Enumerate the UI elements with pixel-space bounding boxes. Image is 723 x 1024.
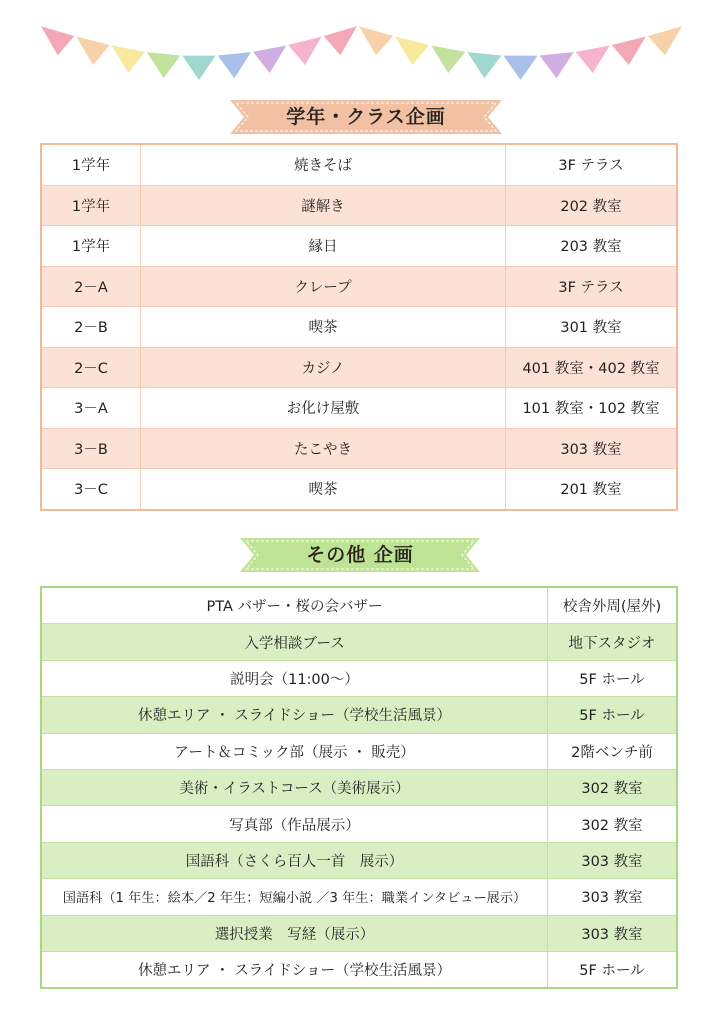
event-cell: たこやき [141, 428, 506, 469]
place-cell: 校舎外周(屋外) [548, 587, 678, 624]
event-cell: 休憩エリア ・ スライドショー（学校生活風景） [41, 951, 548, 988]
event-cell: 入学相談ブース [41, 624, 548, 660]
place-cell: 302 教室 [548, 769, 678, 805]
other-events-table [40, 586, 678, 989]
bunting-flag [359, 26, 393, 55]
bunting-flag [324, 26, 357, 55]
grade-cell: 3－C [41, 469, 141, 510]
table-row [41, 951, 677, 988]
table-row [41, 915, 677, 951]
table-row [41, 347, 677, 388]
table-row [41, 842, 677, 878]
place-cell: 401 教室・402 教室 [506, 347, 678, 388]
event-cell: PTA バザー・桜の会バザー [41, 587, 548, 624]
place-cell: 303 教室 [506, 428, 678, 469]
event-cell: 休憩エリア ・ スライドショー（学校生活風景） [41, 697, 548, 733]
table-row [41, 388, 677, 429]
class-events-table [40, 143, 678, 511]
event-cell: 喫茶 [141, 307, 506, 348]
section2-title: その他 企画 [306, 544, 414, 566]
event-cell: 国語科（1 年生：絵本／2 年生：短編小説 ／3 年生：職業インタビュー展示） [41, 879, 548, 915]
table-row [41, 733, 677, 769]
event-cell: カジノ [141, 347, 506, 388]
table-row [41, 469, 677, 510]
event-cell: 美術・イラストコース（美術展示） [41, 769, 548, 805]
grade-cell: 2－A [41, 266, 141, 307]
place-cell: 202 教室 [506, 185, 678, 226]
grade-cell: 3－B [41, 428, 141, 469]
event-cell: 謎解き [141, 185, 506, 226]
table-row [41, 624, 677, 660]
bunting-flag [147, 52, 180, 78]
table-row [41, 266, 677, 307]
place-cell: 3F テラス [506, 144, 678, 185]
grade-cell: 3－A [41, 388, 141, 429]
grade-cell: 1学年 [41, 226, 141, 267]
grade-cell: 1学年 [41, 185, 141, 226]
place-cell: 203 教室 [506, 226, 678, 267]
place-cell: 2階ベンチ前 [548, 733, 678, 769]
grade-cell: 2－C [41, 347, 141, 388]
bunting-flag [612, 37, 646, 65]
event-cell: クレープ [141, 266, 506, 307]
place-cell: 地下スタジオ [548, 624, 678, 660]
bunting-flag [76, 37, 109, 65]
grade-cell: 2－B [41, 307, 141, 348]
event-cell: 選択授業 写経（展示） [41, 915, 548, 951]
bunting-flag [395, 37, 429, 65]
place-cell: 302 教室 [548, 806, 678, 842]
table-row [41, 879, 677, 915]
place-cell: 101 教室・102 教室 [506, 388, 678, 429]
table-row [41, 660, 677, 696]
bunting-flag [540, 52, 574, 78]
bunting-flag [218, 52, 251, 78]
bunting-flag [576, 46, 610, 73]
place-cell: 5F ホール [548, 951, 678, 988]
bunting-flag [431, 46, 465, 73]
bunting-flag [112, 46, 145, 73]
section2-title-banner [240, 538, 480, 572]
table-row [41, 587, 677, 624]
table-row [41, 697, 677, 733]
event-cell: 喫茶 [141, 469, 506, 510]
table-row [41, 769, 677, 805]
place-cell: 303 教室 [548, 879, 678, 915]
event-cell: 国語科（さくら百人一首 展示） [41, 842, 548, 878]
table-row [41, 806, 677, 842]
bunting-flag [41, 26, 74, 55]
bunting-flag [467, 52, 501, 78]
bunting-flag [288, 37, 321, 65]
event-cell: 写真部（作品展示） [41, 806, 548, 842]
place-cell: 5F ホール [548, 660, 678, 696]
bunting-flag [253, 46, 286, 73]
place-cell: 303 教室 [548, 842, 678, 878]
event-cell: アート＆コミック部（展示 ・ 販売） [41, 733, 548, 769]
table-row [41, 428, 677, 469]
bunting-flag [182, 56, 215, 80]
bunting-flag [648, 26, 682, 55]
place-cell: 5F ホール [548, 697, 678, 733]
place-cell: 303 教室 [548, 915, 678, 951]
event-cell: 縁日 [141, 226, 506, 267]
table-row [41, 307, 677, 348]
section1-title: 学年・クラス企画 [286, 106, 446, 128]
bunting-flag [503, 56, 537, 80]
place-cell: 201 教室 [506, 469, 678, 510]
place-cell: 301 教室 [506, 307, 678, 348]
event-cell: お化け屋敷 [141, 388, 506, 429]
event-cell: 説明会（11:00～） [41, 660, 548, 696]
table-row [41, 226, 677, 267]
table-row [41, 144, 677, 185]
grade-cell: 1学年 [41, 144, 141, 185]
event-cell: 焼きそば [141, 144, 506, 185]
place-cell: 3F テラス [506, 266, 678, 307]
section1-title-banner [230, 100, 502, 134]
bunting-decoration [0, 0, 723, 100]
table-row [41, 185, 677, 226]
